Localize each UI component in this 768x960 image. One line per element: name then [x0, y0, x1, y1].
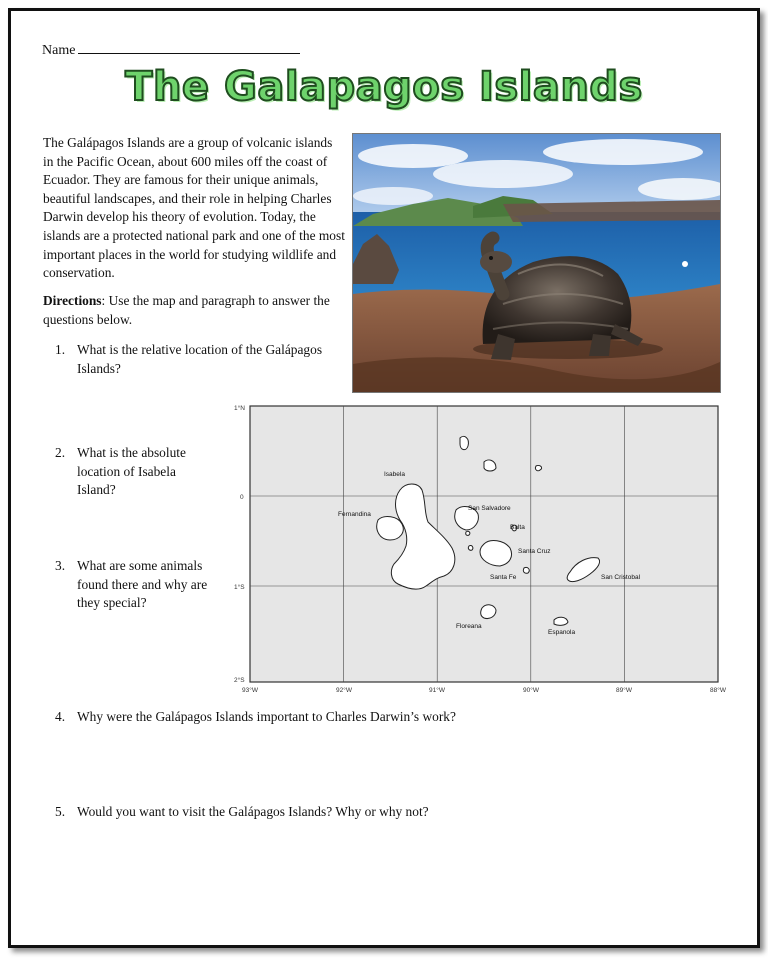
- lat-label-0: 0: [240, 494, 244, 501]
- small-islet-shape: [468, 545, 472, 550]
- directions-text: : Use the map and paragraph to answer the questions below.: [43, 293, 330, 327]
- galapagos-map: [222, 398, 732, 698]
- question-number: 4.: [55, 709, 66, 724]
- small-islet-shape: [466, 531, 470, 535]
- marchena-island-shape: [484, 460, 496, 471]
- lon-label-93w: 93°W: [242, 687, 258, 694]
- label-baltra: Balta: [510, 524, 525, 531]
- label-floreana: Floreana: [456, 623, 482, 630]
- tortoise-photo: [352, 133, 721, 393]
- intro-paragraph: The Galápagos Islands are a group of volcanic islands in the Pacific Ocean, about 600 miles off the coast of Ecuador. They are famous for their unique animals, beautiful landscapes, and their role in helping Charles Darwin develop his theory of evolution. Today, the islands are a protected national park and one of the most important places in the world for studying wildlife and conservation.: [43, 135, 345, 281]
- directions-paragraph: [43, 292, 345, 329]
- directions-label: Directions: [43, 293, 102, 308]
- question-text: What is the relative location of the Galápagos Islands?: [77, 342, 323, 376]
- lon-label-90w: 90°W: [523, 687, 539, 694]
- label-santa-cruz: Santa Cruz: [518, 548, 551, 555]
- lat-label-2s: 2°S: [234, 677, 245, 684]
- floreana-island-shape: [481, 605, 496, 619]
- label-santa-fe: Santa Fe: [490, 574, 517, 581]
- name-label: Name: [42, 43, 76, 58]
- label-san-cristobal: San Cristobal: [601, 574, 641, 581]
- question-text: Would you want to visit the Galápagos Islands? Why or why not?: [77, 804, 429, 819]
- label-san-salvador: San Salvadore: [468, 505, 511, 512]
- question-text: What are some animals found there and why are they special?: [77, 558, 208, 611]
- label-espanola: Espanola: [548, 629, 576, 636]
- name-field[interactable]: [42, 40, 300, 59]
- pinta-island-shape: [460, 436, 468, 449]
- fernandina-island-shape: [377, 517, 404, 540]
- lon-label-92w: 92°W: [336, 687, 352, 694]
- lon-label-89w: 89°W: [616, 687, 632, 694]
- genovesa-island-shape: [535, 465, 541, 470]
- label-fernandina: Fernandina: [338, 511, 371, 518]
- lon-label-91w: 91°W: [429, 687, 445, 694]
- tortoise-illustration: [353, 134, 720, 392]
- map-svg: [222, 398, 732, 698]
- question-text: What is the absolute location of Isabela Island?: [77, 445, 186, 498]
- question-number: 1.: [55, 342, 66, 357]
- lat-label-1s: 1°S: [234, 584, 245, 591]
- name-blank-line[interactable]: [78, 40, 300, 54]
- label-isabela: Isabela: [384, 471, 405, 478]
- question-number: 2.: [55, 445, 66, 460]
- question-text: Why were the Galápagos Islands important to Charles Darwin’s work?: [77, 709, 456, 724]
- question-number: 3.: [55, 558, 66, 573]
- lon-label-88w: 88°W: [710, 687, 726, 694]
- santa-fe-island-shape: [523, 567, 529, 573]
- lat-label-1n: 1°N: [234, 405, 245, 412]
- espanola-island-shape: [554, 617, 568, 625]
- page-title: The Galapagos Islands: [125, 64, 643, 110]
- question-number: 5.: [55, 804, 66, 819]
